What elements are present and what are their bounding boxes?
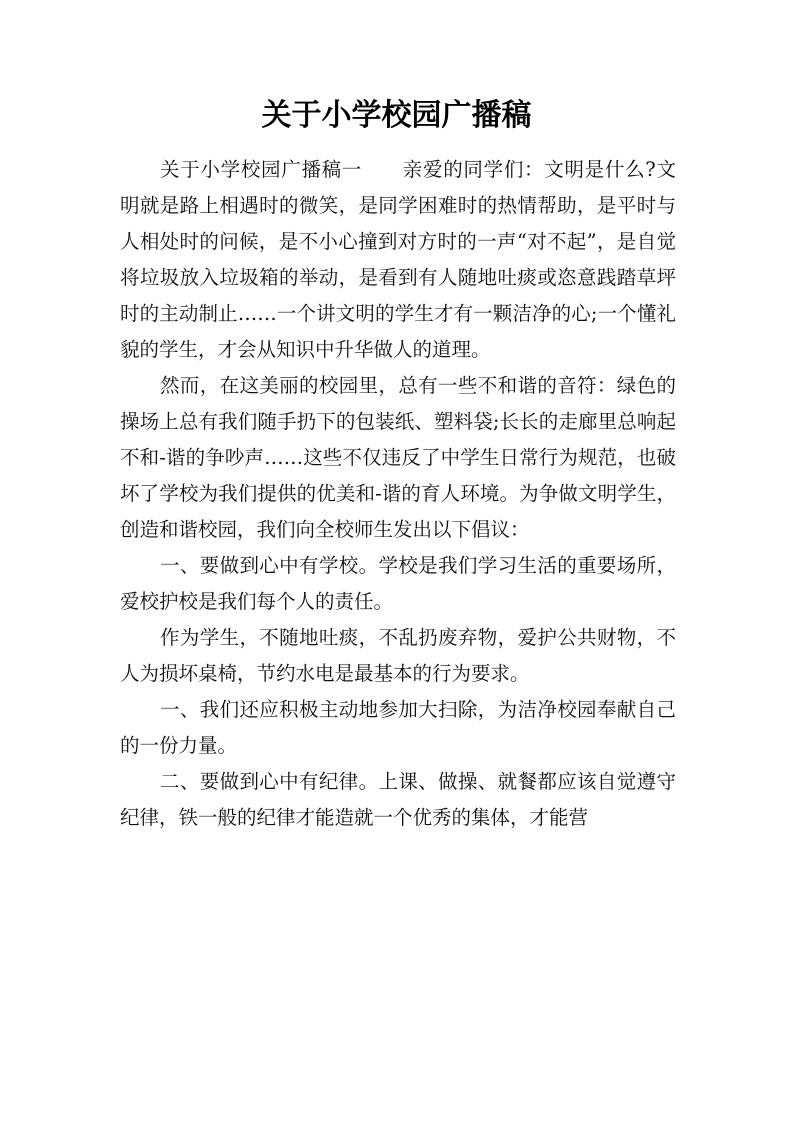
intro-label: 关于小学校园广播稿一	[160, 158, 363, 181]
paragraph-1-text: 亲爱的同学们：文明是什么?文明就是路上相遇时的微笑，是同学困难时的热情帮助，是平时与人相处时的问候，是不小心撞到对方时的一声“对不起”，是自觉将垃圾放入垃圾箱的举动，是看到有人随地吐痰或恣意践踏草坪时的主动制止……一个讲文明的学生才有一颗洁净的心;一个懂礼貌的学生，才会从知识中升华做人的道理。	[120, 158, 676, 361]
paragraph-4: 作为学生，不随地吐痰，不乱扔废弃物，爱护公共财物，不人为损坏桌椅，节约水电是最基本的行为要求。	[120, 626, 676, 685]
document-title: 关于小学校园广播稿	[261, 98, 532, 133]
paragraph-5: 一、我们还应积极主动地参加大扫除，为洁净校园奉献自己的一份力量。	[120, 698, 676, 757]
document-body	[120, 152, 676, 836]
paragraph-2: 然而，在这美丽的校园里，总有一些不和谐的音符：绿色的操场上总有我们随手扔下的包装纸、塑料袋;长长的走廊里总响起不和-谐的争吵声……这些不仅违反了中学生日常行为规范，也破坏了学校为我们提供的优美和-谐的育人环境。为争做文明学生，创造和谐校园，我们向全校师生发出以下倡议：	[120, 374, 676, 541]
paragraph-1	[120, 152, 676, 368]
paragraph-3: 一、要做到心中有学校。学校是我们学习生活的重要场所，爱校护校是我们每个人的责任。	[120, 554, 676, 613]
paragraph-6: 二、要做到心中有纪律。上课、做操、就餐都应该自觉遵守纪律，铁一般的纪律才能造就一个优秀的集体，才能营	[120, 770, 676, 829]
